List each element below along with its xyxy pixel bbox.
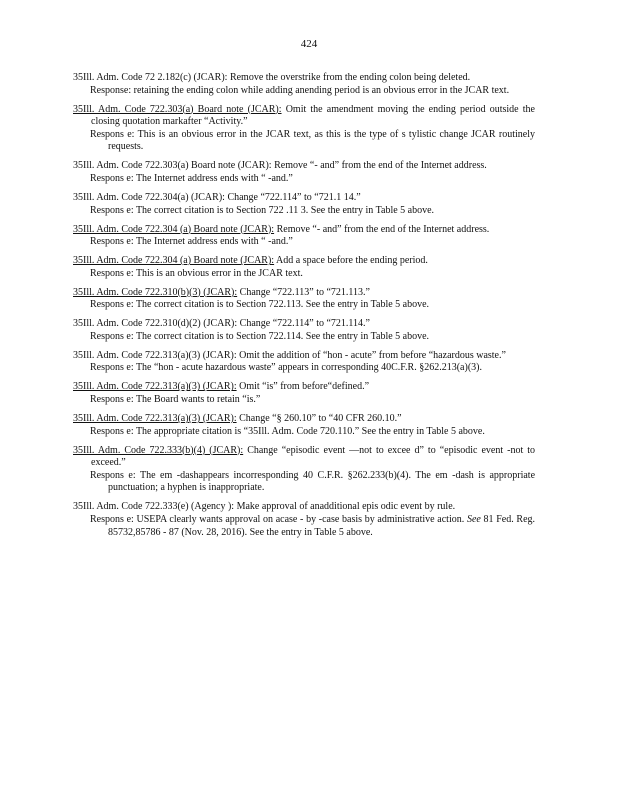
comment-line [73, 501, 535, 514]
response-label: Respons e: [90, 393, 134, 405]
comment-entry [73, 255, 535, 280]
response-tail: 81 Fed. Reg. 85732,85786 - 87 (Nov. 28, 2016). See the entry in Table 5 above. [108, 513, 536, 538]
comment-text: Make approval of anadditional epis odic event by rule. [236, 501, 456, 513]
comment-entry [73, 318, 535, 343]
comment-entry [73, 445, 535, 495]
comment-line [73, 445, 535, 470]
citation: 35Ill. Adm. Code 722.310(b)(3) (JCAR): [73, 286, 238, 298]
response-text: This is an obvious error in the JCAR text, as this is the type of s tylistic change JCAR routinely requests. [108, 128, 535, 153]
response-label: Respons e: [90, 330, 134, 342]
comment-line [73, 104, 535, 129]
comment-line [73, 381, 535, 394]
citation: 35Ill. Adm. Code 722.313(a)(3) (JCAR): [73, 349, 237, 361]
comment-entry [73, 160, 535, 185]
comment-line [73, 224, 535, 237]
response-line [73, 394, 535, 407]
comment-text: Remove “- and” from the end of the Internet address. [276, 223, 490, 235]
comment-entry [73, 350, 535, 375]
response-label: Respons e: [90, 299, 134, 311]
response-line [73, 514, 535, 539]
response-text: The correct citation is to Section 722.113. See the entry in Table 5 above. [135, 299, 430, 311]
response-line [73, 129, 535, 154]
response-label: Respons e: [90, 267, 134, 279]
response-line [73, 205, 535, 218]
comment-entry [73, 192, 535, 217]
response-line [73, 236, 535, 249]
comment-line [73, 72, 535, 85]
comment-entries [73, 72, 535, 545]
comment-text: Omit the amendment moving the ending period outside the closing quotation markafter “Activity.” [91, 103, 535, 128]
response-line [73, 362, 535, 375]
comment-line [73, 287, 535, 300]
response-text: The Internet address ends with “ -and.” [135, 172, 293, 184]
comment-line [73, 192, 535, 205]
response-text: The Board wants to retain “is.” [135, 393, 261, 405]
response-label: Respons e: [90, 469, 136, 481]
comment-entry [73, 413, 535, 438]
citation: 35Ill. Adm. Code 722.333(b)(4) (JCAR): [73, 444, 244, 456]
response-label: Respons e: [90, 362, 134, 374]
comment-entry [73, 224, 535, 249]
response-line [73, 470, 535, 495]
citation: 35Ill. Adm. Code 722.333(e) (Agency ): [73, 501, 235, 513]
response-line [73, 268, 535, 281]
response-label: Respons e: [90, 236, 134, 248]
comment-text: Change “episodic event —not to excee d” to “episodic event -not to exceed.” [91, 444, 536, 469]
response-label: Respons e: [90, 425, 134, 437]
response-line [73, 299, 535, 312]
response-text: The correct citation is to Section 722 .11 3. See the entry in Table 5 above. [135, 204, 435, 216]
response-label: Respons e: [90, 204, 134, 216]
response-line [73, 173, 535, 186]
comment-line [73, 350, 535, 363]
comment-text: Change “722.114” to “721.114.” [239, 318, 370, 330]
response-label: Respons e: [90, 172, 134, 184]
comment-entry [73, 287, 535, 312]
comment-text: Change “722.113” to “721.113.” [239, 286, 370, 298]
response-line [73, 85, 535, 98]
response-text: The appropriate citation is “35Ill. Adm. Code 720.110.” See the entry in Table 5 above. [135, 425, 485, 437]
comment-entry [73, 381, 535, 406]
comment-text: Add a space before the ending period. [276, 255, 428, 267]
citation: 35Ill. Adm. Code 722.304 (a) Board note (JCAR): [73, 223, 275, 235]
citation: 35Ill. Adm. Code 722.313(a)(3) (JCAR): [73, 412, 237, 424]
response-label: Respons e: [90, 513, 134, 525]
response-text: The correct citation is to Section 722.114. See the entry in Table 5 above. [135, 330, 430, 342]
comment-entry [73, 72, 535, 97]
page-number: 424 [300, 38, 318, 50]
comment-text: Remove “- and” from the end of the Internet address. [274, 160, 487, 172]
comment-text: Change “722.114” to “721.1 14.” [227, 191, 361, 203]
comment-entry [73, 501, 535, 539]
citation: 35Ill. Adm. Code 722.313(a)(3) (JCAR): [73, 381, 237, 393]
response-text: The “hon - acute hazardous waste” appears in corresponding 40C.F.R. §262.213(a)(3). [135, 362, 482, 374]
comment-text: Remove the overstrike from the ending colon being deleted. [229, 72, 471, 83]
citation: 35Ill. Adm. Code 722.303(a) Board note (JCAR): [73, 103, 282, 115]
citation: 35Ill. Adm. Code 722.304(a) (JCAR): [73, 191, 225, 203]
comment-text: Change “§ 260.10” to “40 CFR 260.10.” [239, 412, 402, 424]
response-text: USEPA clearly wants approval on acase - by -case basis by administrative action. [136, 513, 465, 525]
citation: 35Ill. Adm. Code 722.304 (a) Board note (JCAR): [73, 255, 275, 267]
response-text: The em -dashappears incorresponding 40 C.F.R. §262.233(b)(4). The em -dash is appropriate punctuation; a hyphen is inappropriate. [108, 469, 536, 494]
comment-line [73, 413, 535, 426]
comment-line [73, 318, 535, 331]
response-text: retaining the ending colon while adding anending period is an obvious error in the JCAR text. [133, 84, 510, 96]
comment-text: Omit the addition of “hon - acute” from before “hazardous waste.” [239, 349, 506, 361]
citation: 35Ill. Adm. Code 722.310(d)(2) (JCAR): [73, 318, 238, 330]
response-text: The Internet address ends with “ -and.” [135, 236, 293, 248]
response-label: Response: [90, 84, 132, 96]
comment-line [73, 160, 535, 173]
response-label: Respons e: [90, 128, 135, 140]
comment-entry [73, 104, 535, 154]
see-signal: See [466, 513, 481, 525]
response-line [73, 331, 535, 344]
citation: 35Ill. Adm. Code 722.303(a) Board note (JCAR): [73, 160, 272, 172]
citation: 35Ill. Adm. Code 72 2.182(c) (JCAR): [73, 72, 228, 83]
comment-text: Omit “is” from before“defined.” [239, 381, 370, 393]
comment-line [73, 255, 535, 268]
response-line [73, 426, 535, 439]
response-text: This is an obvious error in the JCAR text. [135, 267, 303, 279]
